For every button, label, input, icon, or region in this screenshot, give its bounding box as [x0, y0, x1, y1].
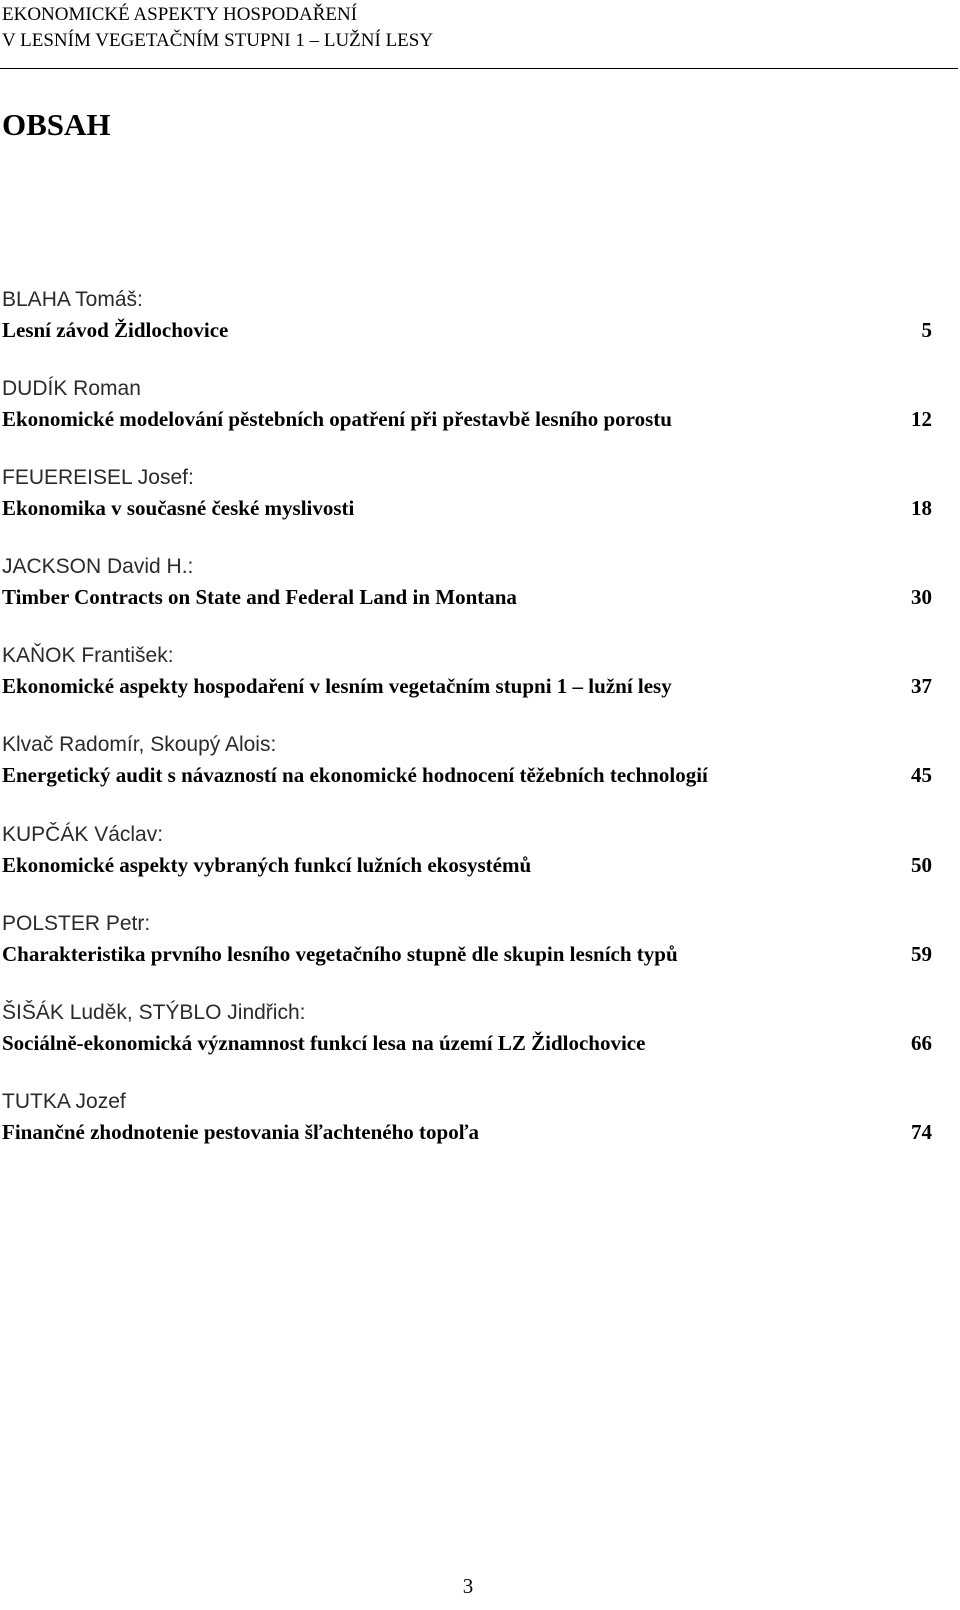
toc-author: POLSTER Petr:	[2, 911, 151, 935]
toc-author: TUTKA Jozef	[2, 1089, 126, 1113]
toc-title: Timber Contracts on State and Federal Land in Montana	[2, 585, 517, 610]
toc-page-number: 66	[911, 1030, 932, 1055]
toc-page-number: 50	[911, 852, 932, 877]
toc-entry	[2, 908, 932, 997]
toc-author: KAŇOK František:	[2, 644, 174, 668]
toc-title: Lesní závod Židlochovice	[2, 318, 229, 342]
toc-author: FEUEREISEL Josef:	[2, 466, 194, 490]
toc-author: DUDÍK Roman	[2, 377, 141, 401]
toc-page-number: 37	[911, 674, 932, 699]
toc-page-number: 12	[911, 407, 932, 432]
running-header	[2, 2, 934, 54]
running-header-line-1: EKONOMICKÉ ASPEKTY HOSPODAŘENÍ	[2, 4, 358, 25]
running-header-line-2: V LESNÍM VEGETAČNÍM STUPNI 1 – LUŽNÍ LESY	[2, 30, 434, 51]
toc-title: Ekonomické aspekty vybraných funkcí lužních ekosystémů	[2, 852, 532, 877]
toc-row	[2, 493, 932, 523]
toc-title: Charakteristika prvního lesního vegetačního stupně dle skupin lesních typů	[2, 941, 678, 966]
header-rule	[0, 68, 958, 69]
toc-entry	[2, 729, 932, 818]
toc-page-number: 74	[911, 1119, 932, 1144]
toc-entry	[2, 640, 932, 729]
toc-row	[2, 582, 932, 612]
toc-title: Ekonomika v současné české myslivosti	[2, 496, 355, 521]
toc-author: Klvač Radomír, Skoupý Alois:	[2, 733, 277, 757]
toc-row	[2, 760, 932, 790]
toc-author: ŠIŠÁK Luděk, STÝBLO Jindřich:	[2, 1000, 306, 1024]
toc-page-number: 5	[921, 318, 932, 342]
toc-row	[2, 939, 932, 969]
table-of-contents	[2, 284, 932, 1175]
toc-entry	[2, 284, 932, 373]
toc-title: Sociálně-ekonomická významnost funkcí lesa na území LZ Židlochovice	[2, 1030, 646, 1055]
toc-entry	[2, 551, 932, 640]
toc-entry	[2, 997, 932, 1086]
toc-title: Ekonomické aspekty hospodaření v lesním vegetačním stupni 1 – lužní lesy	[2, 674, 672, 699]
toc-author: KUPČÁK Václav:	[2, 822, 164, 846]
toc-row	[2, 1028, 932, 1058]
toc-page-number: 18	[911, 496, 932, 521]
toc-row	[2, 671, 932, 701]
toc-entry	[2, 819, 932, 908]
toc-author: BLAHA Tomáš:	[2, 288, 143, 311]
page-number: 3	[462, 1574, 474, 1598]
toc-author: JACKSON David H.:	[2, 555, 194, 579]
toc-row	[2, 404, 932, 434]
page-title: OBSAH	[2, 107, 111, 142]
toc-entry	[2, 373, 932, 462]
toc-title: Energetický audit s návazností na ekonomické hodnocení těžebních technologií	[2, 763, 708, 788]
toc-row	[2, 315, 932, 345]
toc-title: Ekonomické modelování pěstebních opatření při přestavbě lesního porostu	[2, 407, 672, 432]
toc-page-number: 59	[911, 941, 932, 966]
toc-entry	[2, 1086, 932, 1175]
toc-page-number: 30	[911, 585, 932, 610]
toc-title: Finančné zhodnotenie pestovania šľachteného topoľa	[2, 1119, 480, 1144]
toc-entry	[2, 462, 932, 551]
toc-row	[2, 1117, 932, 1147]
toc-page-number: 45	[911, 763, 932, 788]
toc-row	[2, 850, 932, 880]
